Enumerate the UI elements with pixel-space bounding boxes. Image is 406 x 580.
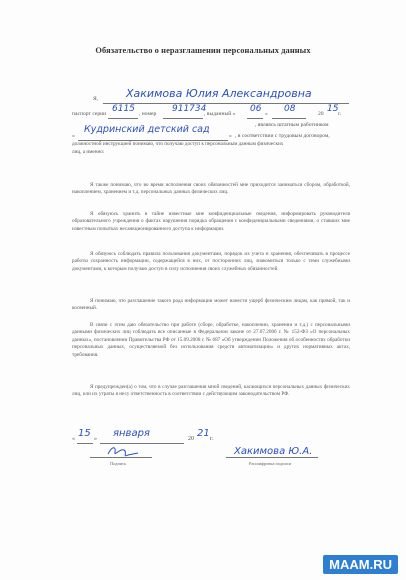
day-underline [247, 118, 263, 119]
sign-label: Подпись [110, 461, 127, 466]
decoding-underline [226, 457, 318, 458]
sign-year: 21 [197, 428, 210, 439]
issued-day: 06 [250, 104, 262, 114]
sign-year-suffix: г. [210, 436, 214, 442]
year-prefix: 20 [318, 111, 324, 117]
org-rest: , в соответствии с трудовым договором, [235, 133, 330, 139]
decoding-label: Расшифровка подписи [249, 461, 292, 466]
issued-month: 08 [284, 104, 296, 114]
month-underline [272, 118, 306, 119]
passport-number: 911734 [172, 104, 207, 114]
signature-name: Хакимова Ю.А. [234, 446, 313, 457]
ya-label: Я, [93, 96, 99, 102]
paragraph-4: Я понимаю, что разглашение такого рода информации может нанести ущерб физическим лицам, как прямой, так и косвенный. [72, 298, 350, 312]
passport-series: 6115 [112, 104, 135, 114]
document-title: Обязательство о неразглашении персональных данных [95, 46, 311, 55]
employee-label: , являясь штатным работником [255, 122, 329, 128]
signature-mark [106, 444, 140, 460]
number-label: , номер [139, 111, 157, 117]
sign-day: 15 [78, 428, 91, 439]
name-underline [103, 103, 349, 104]
passport-label: паспорт серии [72, 111, 107, 117]
paragraph-3: Я обязуюсь соблюдать правила пользования документами, порядок их учета и хранения, обеспечивать в процессе работы сохранность информации, содержащейся в них, от посторонних лиц, знакомиться только с теми служебными документами, к которым получаю доступ в силу исполнения своих служебных обязанностей. [72, 251, 350, 272]
paragraph-2: Я обязуюсь хранить в тайне известные мне конфиденциальные сведения, информировать руководителя образовательного учреждения о фактах нарушения порядка обращения с конфиденциальными сведениями, о ставших мне известным попытках несанкционированного доступа к информации. [72, 211, 350, 232]
sign-day-underline [77, 443, 93, 444]
year-suffix: г. [338, 111, 342, 117]
issued-label: , выданный « [204, 111, 236, 117]
document-page: Обязательство о неразглашении персональных данных Я, Хакимова Юлия Александровна паспорт серии 6115 , номер 911734 , выданный « 06 » 08 20 15 г. , являясь штатным работником « Кудринский детский сад » , в соответствии с трудовым договором, должностной инструкцией понимаю, что получаю доступ к персональным данным физических лиц, а именно: Я также понимаю, что во время исполнения своих обязанностей мне приходится заниматься сбором, обработкой, накоплением, хранением и т.д. персональных данных физических лиц. Я обязуюсь хранить в тайне известные мне конфиденциальные сведения, информировать руководителя образовательного учреждения о фактах нарушения порядка обращения с конфиденциальными сведениями, о ставших мне известным попытках несанкционированного доступа к информации. Я обязуюсь соблюдать правила пользования документами, порядок их учета и хранения, обеспечивать в процессе работы сохранность информации, содержащейся в них, от посторонних лиц, знакомиться только с теми служебными документами, к которым получаю доступ в силу исполнения своих служебных обязанностей. Я понимаю, что разглашение такого рода информации может нанести ущерб физическим лицам, как прямой, так и косвенный. В связи с этим даю обязательство при работе (сборе, обработке, накоплении, хранении и т.д.) с персональными данными физических лиц соблюдать все описанные в Федеральном законе от 27.07.2006 г. № 152-ФЗ «О персональных данных», постановлении Правительства РФ от 15.09.2008 г. № 687 «Об утверждении Положения об особенностях обработки персональных данных, осуществляемой без использования средств автоматизации» и других нормативных актах, требования. Я предупрежден(а) о том, что в случае разглашения мной сведений, касающихся персональных данных физических лиц, или их утраты я несу ответственность в соответствии с действующим законодательством РФ. « 15 » января 20 21 г. Хакимова Ю.А. Подпись Расшифровка подписи MAAM.RU [0, 0, 406, 580]
paragraph-1: Я также понимаю, что во время исполнения своих обязанностей мне приходится заниматься сбором, обработкой, накоплением, хранением и т.д. персональных данных физических лиц. [72, 182, 350, 196]
paragraph-5: В связи с этим даю обязательство при работе (сборе, обработке, накоплении, хранении и т.д.) с персональными данными физических лиц соблюдать все описанные в Федеральном законе от 27.07.2006 г. № 152-ФЗ «О персональных данных», постановлении Правительства РФ от 15.09.2008 г. № 687 «Об утверждении Положения об особенностях обработки персональных данных, осуществляемой без использования средств автоматизации» и других нормативных актах, требования. [72, 322, 350, 358]
paragraph-6: Я предупрежден(а) о том, что в случае разглашения мной сведений, касающихся персональных данных физических лиц, или их утраты я несу ответственность в соответствии с действующим законодательством РФ. [72, 384, 350, 398]
sign-month: января [113, 428, 150, 439]
instruction-line: должностной инструкцией понимаю, что получаю доступ к персональным данным физических [72, 141, 284, 147]
instruction-line-2: лиц, а именно: [72, 149, 105, 155]
sign-year-prefix: 20 [188, 436, 194, 442]
number-underline [163, 118, 203, 119]
maam-watermark: MAAM.RU [323, 555, 398, 574]
org-name: Кудринский детский сад [84, 124, 210, 135]
person-name: Хакимова Юлия Александровна [126, 87, 312, 100]
series-underline [108, 118, 138, 119]
issued-year: 15 [327, 104, 339, 114]
